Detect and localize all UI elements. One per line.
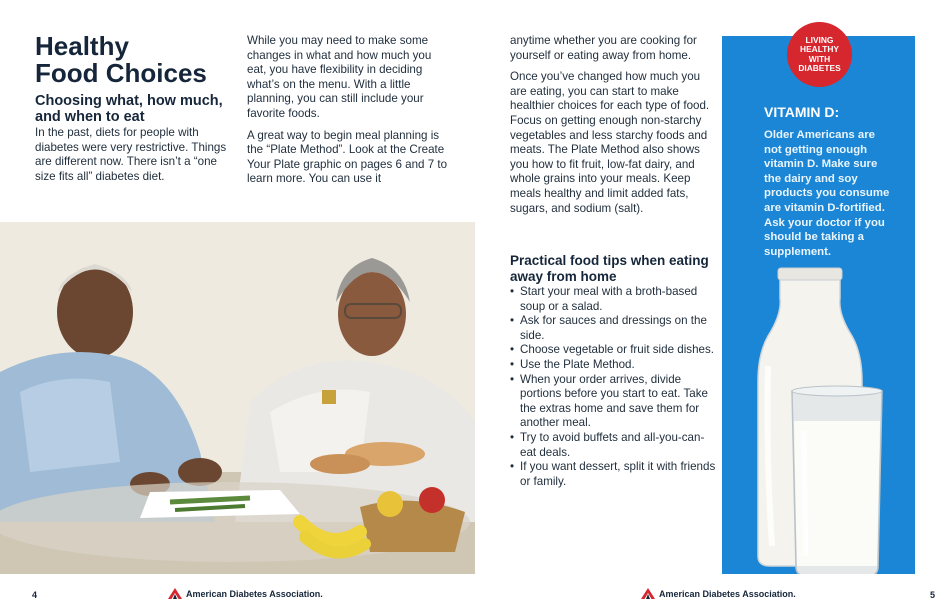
badge-line: HEALTHY xyxy=(800,44,839,54)
vitamin-d-title: VITAMIN D: xyxy=(764,104,840,120)
ada-logo-text: American Diabetes Association. xyxy=(186,588,323,599)
tip-item: • Start your meal with a broth-based soup or a salad. xyxy=(510,285,720,314)
living-healthy-badge xyxy=(787,22,852,87)
column-2 xyxy=(247,34,452,194)
tip-item: • When your order arrives, divide portions before you start to eat. Take the extras home and save them for another meal. xyxy=(510,373,720,431)
right-page xyxy=(475,0,950,616)
tips-heading: Practical food tips when eating away from home xyxy=(510,253,709,284)
photo-illustration xyxy=(0,222,475,574)
healthier-choices-paragraph: Once you’ve changed how much you are eating, you can start to make healthier choices for each type of food. Focus on getting enough non-starchy vegetables and less starchy foods and meats. The Plate Method also shows you how to fit fruit, low-fat dairy, and whole grains into your meals. Keep meals healthy and limit added fats, sugars, and sodium (salt). xyxy=(510,70,710,215)
ada-triangle-logo-icon xyxy=(168,588,182,599)
tip-item: • If you want dessert, split it with friends or family. xyxy=(510,460,720,489)
ada-logo-text: American Diabetes Association. xyxy=(659,588,796,599)
page-number: 4 xyxy=(32,590,38,600)
flexibility-paragraph: While you may need to make some changes in what and how much you eat, you have flexibility in deciding what’s on the menu. With a little planning, you can still include your favorite foods. xyxy=(247,34,432,120)
ada-logo xyxy=(641,588,796,599)
page-title-line2: Food Choices xyxy=(35,58,207,88)
vitamin-d-text: Older Americans are not getting enough vitamin D. Make sure the dairy and soy products you consume are vitamin D-fortified. Ask your doctor if you should be taking a supplement. xyxy=(764,129,890,258)
continued-paragraph: anytime whether you are cooking for yourself or eating away from home. xyxy=(510,34,697,62)
column-3 xyxy=(510,34,710,223)
badge-line: DIABETES xyxy=(798,63,841,73)
badge-line: LIVING xyxy=(805,34,834,45)
ada-logo xyxy=(168,588,323,599)
plate-method-paragraph: A great way to begin meal planning is the “Plate Method”. Look at the Create Your Plate graphic on pages 6 and 7 to learn more. You can use it xyxy=(247,128,448,186)
tip-item: • Use the Plate Method. xyxy=(510,358,720,373)
tips-list xyxy=(510,285,720,489)
tip-item: • Try to avoid buffets and all-you-can-eat deals. xyxy=(510,431,720,460)
tip-item: • Ask for sauces and dressings on the side. xyxy=(510,314,720,343)
column-1 xyxy=(35,126,235,191)
tip-item: • Choose vegetable or fruit side dishes. xyxy=(510,343,720,358)
ada-triangle-logo-icon xyxy=(641,588,655,599)
intro-paragraph: In the past, diets for people with diabetes were very restrictive. Things are different now. There isn’t a “one size fits all” diabetes diet. xyxy=(35,126,227,183)
page-title xyxy=(35,33,207,87)
page-number: 5 xyxy=(930,590,936,600)
page-title-line1: Healthy xyxy=(35,31,129,61)
section-subheading: Choosing what, how much, and when to eat xyxy=(35,93,223,125)
badge-line: WITH xyxy=(808,53,831,64)
couple-preparing-food-photo xyxy=(0,222,475,574)
